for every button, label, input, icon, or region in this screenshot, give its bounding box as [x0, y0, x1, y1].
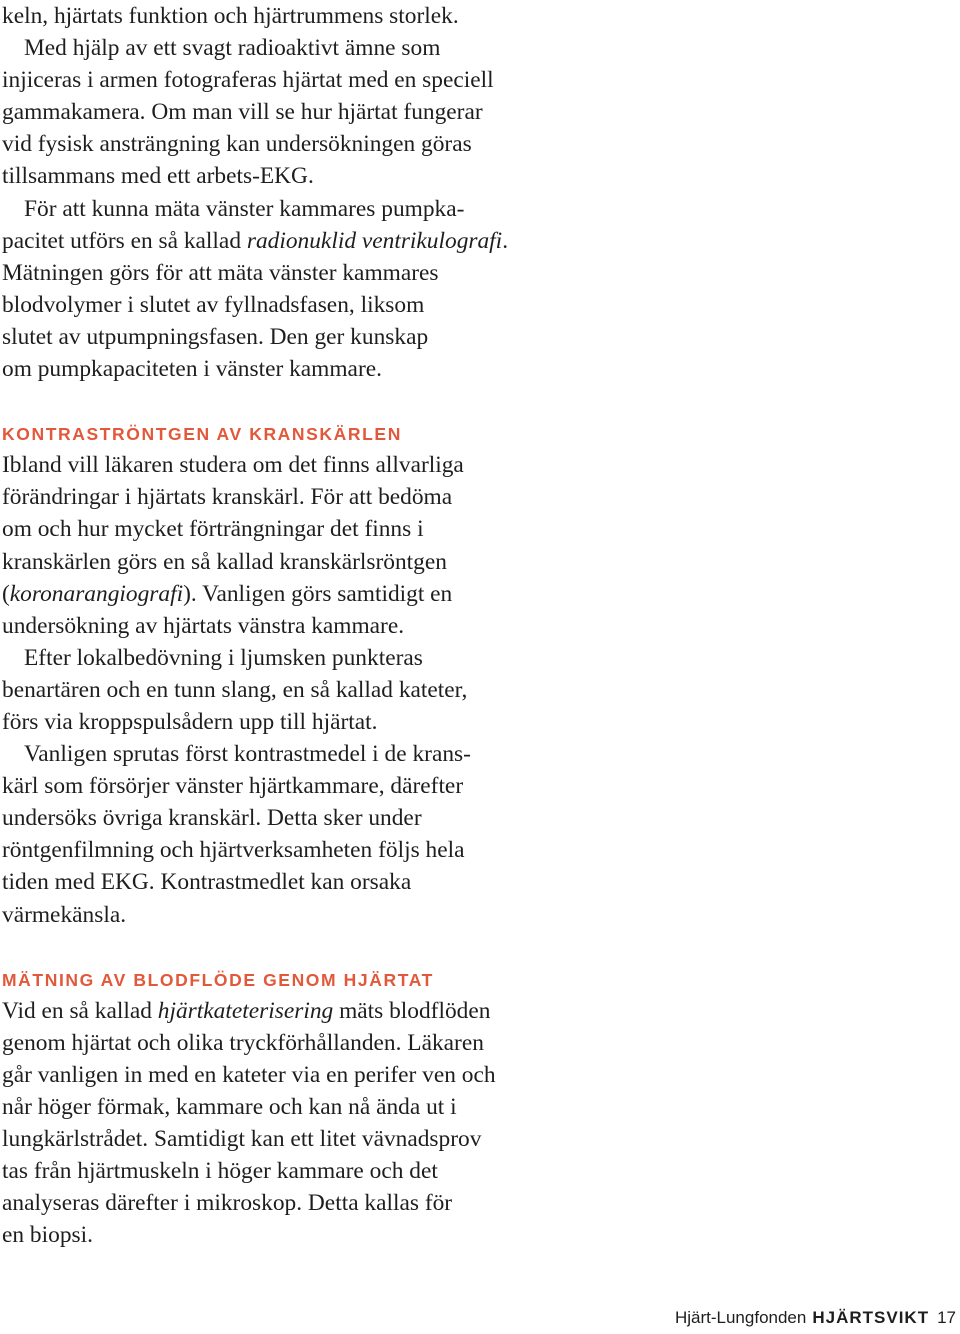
text-line: en biopsi.	[2, 1222, 93, 1249]
text-line: når höger förmak, kammare och kan nå ända ut i	[2, 1094, 457, 1120]
text-run: .	[502, 227, 509, 254]
text-line: injiceras i armen fotograferas hjärtat med en speciell	[2, 67, 494, 94]
term-radionuklid-ventrikulografi: radionuklid ventrikulografi	[246, 227, 503, 254]
text-line	[2, 225, 562, 257]
page-footer	[675, 1304, 956, 1332]
section-gap	[2, 385, 562, 417]
text-line: Ibland vill läkaren studera om det finns allvarliga	[2, 452, 464, 479]
text-line	[2, 578, 562, 610]
text-line	[2, 995, 562, 1027]
text-run: mäts blodflöden	[333, 997, 491, 1024]
term-koronarangiografi: koronarangiografi	[9, 580, 184, 607]
text-line: kranskärlen görs en så kallad kranskärlsröntgen	[2, 548, 447, 575]
footer-brand: HJÄRTSVIKT	[812, 1308, 930, 1327]
text-line: Efter lokalbedövning i ljumsken punkteras	[24, 644, 423, 671]
text-line: tillsammans med ett arbets-EKG.	[2, 163, 314, 190]
text-line: förändringar i hjärtats kranskärl. För att bedöma	[2, 484, 453, 511]
text-line: undersökning av hjärtats vänstra kammare.	[2, 612, 405, 639]
text-line: tiden med EKG. Kontrastmedlet kan orsaka	[2, 869, 412, 896]
text-line: om och hur mycket förträngningar det finns i	[2, 516, 424, 543]
text-line: genom hjärtat och olika tryckförhållanden. Läkaren	[2, 1029, 484, 1056]
text-line: gammakamera. Om man vill se hur hjärtat fungerar	[2, 99, 483, 126]
text-line: slutet av utpumpningsfasen. Den ger kunskap	[2, 323, 429, 350]
text-line: blodvolymer i slutet av fyllnadsfasen, liksom	[2, 291, 425, 318]
term-hjartkateterisering: hjärtkateterisering	[157, 997, 334, 1024]
text-run: (	[2, 580, 10, 607]
section-blodflode	[2, 963, 562, 1252]
text-run: Vid en så kallad	[2, 997, 158, 1024]
text-line: går vanligen in med en kateter via en perifer ven och	[2, 1061, 496, 1088]
page-number: 17	[937, 1308, 956, 1327]
section-kontrastrontgen	[2, 417, 562, 931]
document-page	[2, 0, 562, 1251]
text-line: analyseras därefter i mikroskop. Detta kallas för	[2, 1190, 453, 1217]
text-line: om pumpkapaciteten i vänster kammare.	[2, 356, 382, 383]
footer-org: Hjärt-Lungfonden	[674, 1308, 807, 1327]
text-run: ). Vanligen görs samtidigt en	[183, 580, 453, 607]
text-line: Med hjälp av ett svagt radioaktivt ämne som	[24, 35, 441, 62]
text-line: lungkärlstrådet. Samtidigt kan ett litet vävnadsprov	[2, 1126, 482, 1153]
section-heading: KONTRASTRÖNTGEN AV KRANSKÄRLEN	[2, 424, 402, 445]
text-line: förs via kroppspulsådern upp till hjärtat.	[2, 708, 378, 735]
text-line: Mätningen görs för att mäta vänster kammares	[2, 259, 439, 286]
text-line: Vanligen sprutas först kontrastmedel i de krans-	[24, 741, 471, 768]
text-line: kärl som försörjer vänster hjärtkammare, därefter	[2, 773, 464, 800]
text-line: tas från hjärtmuskeln i höger kammare och det	[2, 1158, 438, 1185]
text-line: röntgenfilmning och hjärtverksamheten följs hela	[2, 837, 465, 864]
section-gammakamera	[2, 0, 562, 385]
text-run: pacitet utförs en så kallad	[2, 227, 247, 254]
text-line: För att kunna mäta vänster kammares pumpka-	[24, 195, 465, 222]
text-line: benartären och en tunn slang, en så kallad kateter,	[2, 676, 468, 703]
text-line: undersöks övriga kranskärl. Detta sker under	[2, 805, 422, 832]
text-line: värmekänsla.	[2, 901, 127, 928]
section-heading: MÄTNING AV BLODFLÖDE GENOM HJÄRTAT	[2, 969, 434, 990]
section-gap	[2, 931, 562, 963]
text-line: vid fysisk ansträngning kan undersökningen göras	[2, 131, 472, 158]
text-line: keln, hjärtats funktion och hjärtrummens storlek.	[2, 3, 459, 29]
